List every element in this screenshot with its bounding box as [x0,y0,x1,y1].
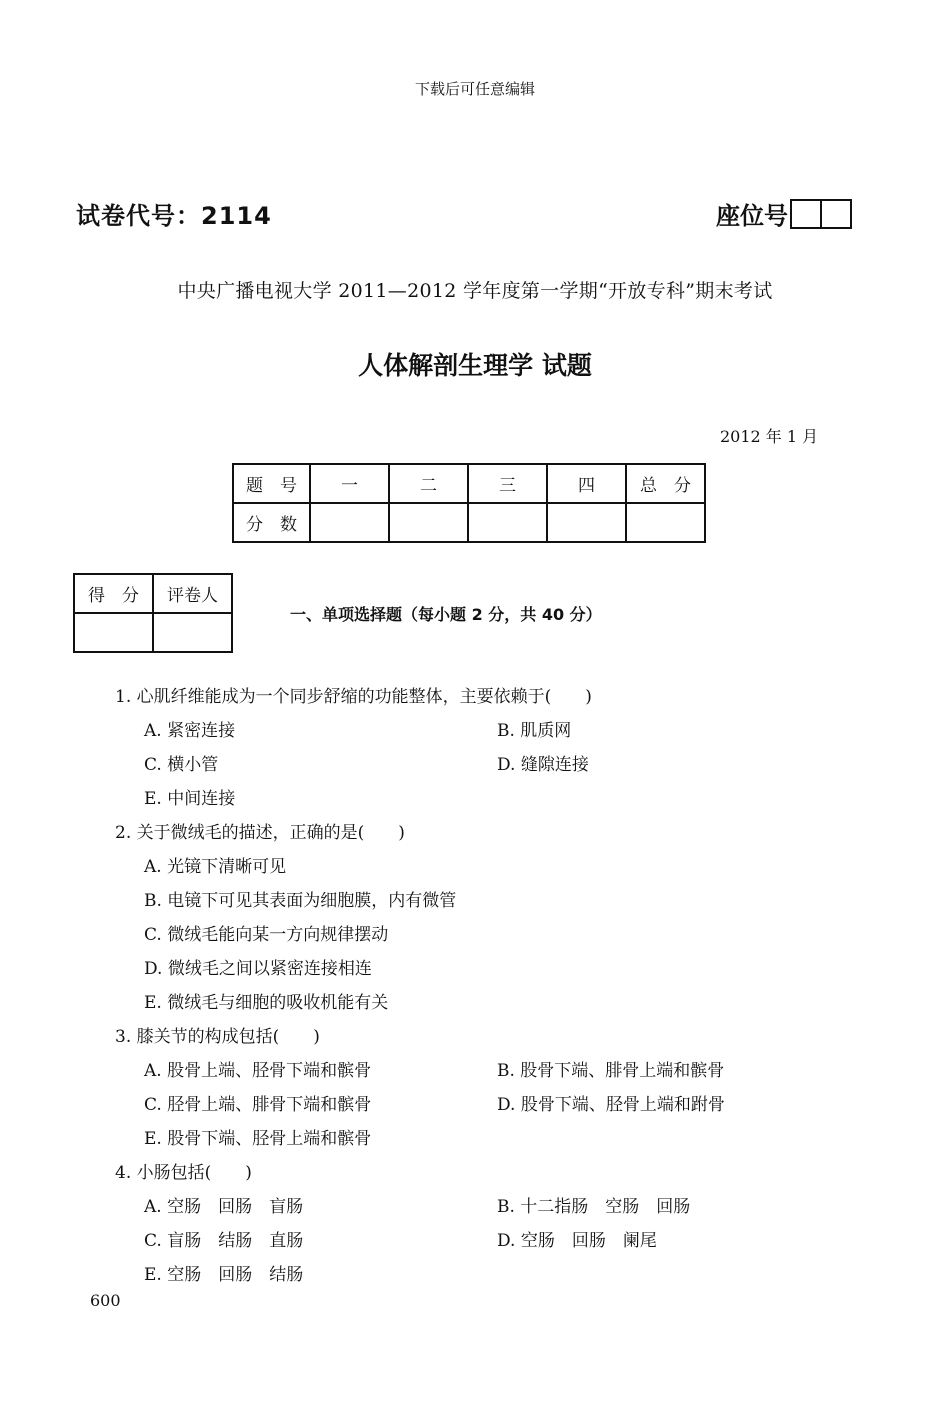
exam-title: 中央广播电视大学 2011—2012 学年度第一学期“开放专科”期末考试 [177,280,773,302]
option: D. 缝隙连接 [497,755,589,775]
option: B. 肌质网 [497,721,572,741]
exam-date: 2012 年 1 月 [720,427,819,446]
score-cell [547,503,626,542]
column-header: 三 [468,464,547,503]
column-header: 四 [547,464,626,503]
option: B. 股骨下端、腓骨上端和髌骨 [497,1061,725,1081]
question-stem: 2. 关于微绒毛的描述，正确的是( ) [115,823,405,843]
option: D. 空肠 回肠 阑尾 [497,1231,657,1251]
score-cell [389,503,468,542]
question-stem: 1. 心肌纤维能成为一个同步舒缩的功能整体，主要依赖于( ) [115,687,592,707]
option: E. 微绒毛与细胞的吸收机能有关 [144,993,389,1013]
grader-label: 评卷人 [153,574,232,613]
seat-box [822,199,852,229]
score-table [232,463,706,543]
paper-code: 试卷代号：2114 [76,202,272,230]
option: C. 微绒毛能向某一方向规律摆动 [144,925,389,945]
question-stem: 4. 小肠包括( ) [115,1163,252,1183]
option: A. 紧密连接 [144,721,236,741]
score-table-header-row [233,464,705,503]
seat-number-boxes [790,199,852,229]
score-cell [74,613,153,652]
grader-cell [153,613,232,652]
section-title: 一、单项选择题（每小题 2 分，共 40 分） [290,605,602,624]
column-header: 二 [389,464,468,503]
row-title-question-no: 题 号 [233,464,310,503]
option: C. 胫骨上端、腓骨下端和髌骨 [144,1095,372,1115]
row-title-score: 分 数 [233,503,310,542]
score-table-score-row [233,503,705,542]
option: C. 盲肠 结肠 直肠 [144,1231,304,1251]
grader-table-header-row [74,574,232,613]
option: D. 微绒毛之间以紧密连接相连 [144,959,372,979]
option: E. 空肠 回肠 结肠 [144,1265,304,1285]
option: E. 中间连接 [144,789,236,809]
grader-table [73,573,233,653]
option: E. 股骨下端、胫骨上端和髌骨 [144,1129,372,1149]
grader-table-blank-row [74,613,232,652]
option: C. 横小管 [144,755,219,775]
seat-label: 座位号 [716,202,788,230]
score-cell [626,503,705,542]
option: D. 股骨下端、胫骨上端和跗骨 [497,1095,725,1115]
download-note: 下载后可任意编辑 [414,80,535,98]
subject-title: 人体解剖生理学 试题 [358,351,592,380]
score-cell [468,503,547,542]
option: B. 十二指肠 空肠 回肠 [497,1197,691,1217]
seat-number-field [716,196,852,231]
score-label: 得 分 [74,574,153,613]
question-stem: 3. 膝关节的构成包括( ) [115,1027,320,1047]
option: A. 股骨上端、胫骨下端和髌骨 [144,1061,372,1081]
score-cell [310,503,389,542]
column-header: 一 [310,464,389,503]
column-header: 总 分 [626,464,705,503]
option: A. 光镜下清晰可见 [144,857,287,877]
option: B. 电镜下可见其表面为细胞膜，内有微管 [144,891,457,911]
seat-box [790,199,822,229]
page-number: 600 [90,1291,121,1310]
option: A. 空肠 回肠 盲肠 [144,1197,304,1217]
